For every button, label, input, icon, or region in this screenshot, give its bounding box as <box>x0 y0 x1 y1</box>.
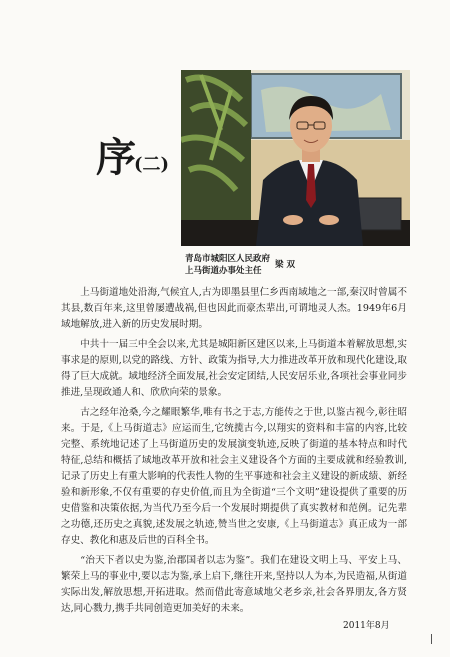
page-title-suffix: (二) <box>134 154 170 175</box>
preface-body <box>61 285 407 621</box>
caption-position: 上马街道办事处主任 <box>185 266 262 276</box>
paragraph: 上马街道地处沿海,气候宜人,古为即墨县里仁乡西南域地之一部,秦汉时曾属不其县,数百年来,这里曾屡遭战祸,但也因此而豪杰辈出,可谓地灵人杰。1949年6月域地解放,进入新的历史发展时期。 <box>61 287 407 330</box>
caption-organization: 青岛市城阳区人民政府 <box>185 254 271 264</box>
page-edge-mark <box>431 634 432 644</box>
paragraph: “治天下者以史为鉴,治郡国者以志为鉴”。我们在建设文明上马、平安上马、繁荣上马的事业中,要以志为鉴,承上启下,继往开来,坚持以人为本,为民造福,从街道实际出发,解放思想,开拓进取。然而借此寄意域地父老乡亲,社会各界朋友,各方贤达,同心戮力,携手共同创造更加美好的未来。 <box>61 555 407 614</box>
page-title: 序 <box>96 134 137 181</box>
portrait-photo <box>181 70 410 246</box>
date-signature: 2011年8月 <box>343 621 390 631</box>
paragraph: 中共十一届三中全会以来,尤其是城阳新区建区以来,上马街道本着解放思想,实事求是的原则,以党的路线、方针、政策为指导,大力推进改革开放和现代化建设,取得了巨大成就。域地经济全面发展,社会安定团结,人民安居乐业,各项社会事业同步推进,呈现政通人和、欣欣向荣的景象。 <box>61 339 407 398</box>
paragraph: 古之经年沧桑,今之耀眼繁华,唯有书之于志,方能传之于世,以鉴古视今,彰往昭来。于是,《上马街道志》应运而生,它统揽古今,以翔实的资料和丰富的内容,比较完整、系统地记述了上马街道历史的发展演变轨迹,反映了街道的基本特点和时代特征,总结和概括了域地改革开放和社会主义建设各个方面的主要成就和经验教训,记录了历史上有重大影响的代表性人物的生平事迹和社会主义建设的新成绩、新经验和新形象,不仅有重要的存史价值,而且为全街道“三个文明”建设提供了重要的历史借鉴和决策依据,为当代乃至今后一个发展时期提供了真实教材和范例。记先辈之功德,还历史之真貌,述发展之轨迹,赞当世之安康,《上马街道志》真正成为一部存史、教化和惠及后世的百科全书。 <box>61 407 407 546</box>
caption-name: 梁 双 <box>275 260 295 270</box>
